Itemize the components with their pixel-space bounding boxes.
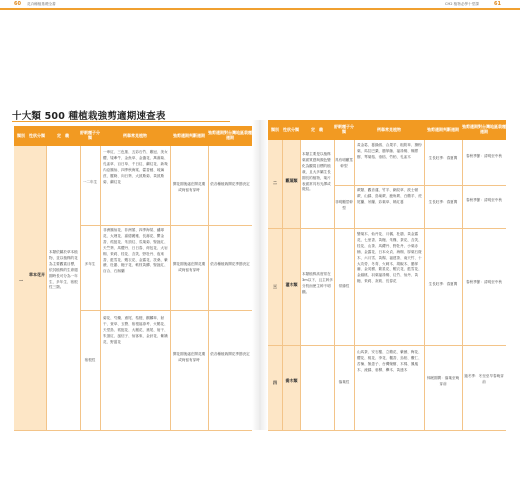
left-row-strong-prune: 開花期後處在開花期或尚留有芽時 <box>172 262 206 272</box>
right-cat-definition: 本類植株高度常在3m以下，且主幹多分枝而使主幹不明顯。 <box>302 272 333 294</box>
left-table-header <box>14 126 252 146</box>
col-nature: 性狀分類 <box>29 132 45 138</box>
book-gutter <box>252 120 268 430</box>
right-row-examples: 變葉木、仙丹花、月橘、杜鵑、黃金露花、七里香、黃梔、朱槿、茶花、含笑、桂花、山茶、馬纓丹、野牡丹、小葉赤楠、金露花、日本女貞、海桐、厚葉石斑木、六月雪、黃楊、福建茶、南天竹、十大功勞、冬青、火刺木、胡椒木、鵝掌藤、金英樹、繁星花、蝦衣花、藍雪花、金絲桃、羽葉福祿桐、紅竹、仙丹、黃梔、茉莉、灰莉、長春花 <box>357 232 422 284</box>
right-table-header <box>268 120 506 140</box>
right-row-strong-prune: 生長旺季：春夏間 <box>428 282 458 286</box>
right-row-examples: 蕨類、觀音蓮、竹芋、網紋草、波士頓蕨、山蘇、鳥巢蕨、鹿角蕨、白鶴芋、虎尾蘭、吊蘭、彩葉草、嫣紅蔓 <box>357 188 422 204</box>
right-cat-number: 三 <box>273 284 277 289</box>
col-strong-prune: 強剪適期判斷週期 <box>427 126 459 132</box>
right-cat-number: 四 <box>273 380 277 385</box>
right-row-strong-prune: 休眠期間：落葉至萌芽前 <box>426 376 460 386</box>
left-category-name: 草本花卉 <box>29 272 45 277</box>
col-examples: 例舉常見植物 <box>123 132 147 138</box>
left-row-examples: 菊花、芍藥、鳶尾、桔梗、麒麟草、射干、萱草、玉簪、宿根福祿考、火鶴花、天堂鳥、孤挺花、大麗花、鳶尾、射干、朱頂紅、風信子、仙客來、金針花、紫嬌花、野薑花 <box>103 316 168 344</box>
right-row-strong-prune-bloom: 春秋季節：清明至中秋 <box>466 280 502 284</box>
page-title: 十大類 500 種植栽強剪適期速查表 <box>12 111 166 122</box>
left-category-shade <box>14 146 46 430</box>
right-cat-name: 灌木類 <box>285 282 298 287</box>
right-cat-definition: 本類主要是以植株葉面質感與顏色變化為觀賞目標的植栽，且大多屬生長期長的植物，葉片表面常具有光澤或斑紋。 <box>302 152 331 192</box>
col-strong-prune: 強剪適期判斷週期 <box>173 132 205 138</box>
left-row-strong-prune: 開花期後處在開花期或尚留有芽時 <box>172 352 206 362</box>
right-row-examples: 山馬茶、安石榴、立鶴花、紫薇、梅花、櫻花、桃花、李花、楓香、烏桕、欖仁、苦楝、無患子、台灣欒樹、木棉、鳳凰木、流蘇、垂柳、櫸木、黃連木 <box>357 350 422 372</box>
right-row-sub-type: 具有明顯莖幹型 <box>335 158 353 168</box>
left-row-examples: 一串紅、三色堇、五彩石竹、雞冠、美女櫻、矮牽牛、金魚草、金盞花、萬壽菊、孔雀草、百日草、千日紅、翻紅花、新幾內亞鳳仙、四季秋海棠、藿香薊、琉璃苣、羅勒、向日葵、大波斯菊、黃波斯菊、翻紅花 <box>103 150 168 184</box>
left-row-strong-prune: 開花期後處在開花期或尚留有芽時 <box>172 182 206 192</box>
left-row-sub-type: 宿根性 <box>84 358 96 362</box>
right-row-sub-type: 非明顯莖幹型 <box>335 200 353 210</box>
right-row-strong-prune: 生長旺季：春夏間 <box>428 200 458 204</box>
left-running-head: 花卉種植基礎全書 <box>27 1 56 6</box>
header-rule <box>0 8 520 10</box>
col-examples: 例舉常見植物 <box>377 126 401 132</box>
title-rule <box>12 121 230 122</box>
col-definition: 定 義 <box>311 126 323 132</box>
right-row-strong-prune: 生長旺季：春夏間 <box>428 156 458 160</box>
right-running-head: CH2 植物必學十堂課 <box>445 1 479 6</box>
right-row-sub-type: 落葉性 <box>338 380 350 384</box>
col-definition: 定 義 <box>57 132 69 138</box>
right-row-examples: 黃金葛、蔓綠絨、合果芋、粗肋草、黛粉葉、馬拉巴栗、鵝掌藤、福祿桐、橡膠樹、琴葉榕、垂榕、竹柏、孔雀木 <box>357 143 422 159</box>
right-row-strong-prune-bloom: 春秋季節：清明至中秋 <box>466 198 502 202</box>
right-page-number: 61 <box>494 1 501 7</box>
col-nature: 性狀分類 <box>283 126 299 132</box>
col-strong-prune-bloom: 強剪適期對台灣地區栽種週期 <box>208 130 252 140</box>
right-cat-name: 觀葉類 <box>285 178 298 183</box>
right-cat-number: 二 <box>273 180 277 185</box>
right-row-sub-type: 常綠性 <box>338 284 350 288</box>
col-number: 類別 <box>17 132 25 138</box>
left-row-sub-type: 一二年生 <box>82 180 98 184</box>
col-sub-type: 舒眠種子分類 <box>80 130 100 140</box>
right-cat-name: 喬木類 <box>285 378 298 383</box>
left-row-sub-type: 多年生 <box>84 262 96 266</box>
left-category-number: 一 <box>19 278 23 283</box>
left-row-examples: 非洲鳳仙花、非洲菫、四季海棠、繡球花、大理花、嘉德麗雅、長壽花、鬱金香、孤挺花、朱頂紅、瓜葉菊、聖誕紅、天竺葵、馬櫻丹、日日春、荷包花、大岩桐、茉莉、桂花、含笑、野牡丹、夜來香、藍雪花、蝦衣花、金露花、扶桑、紫薇、杜鵑、梔子花、軟枝黃蟬、聖誕紅、百合、石斛蘭 <box>103 228 168 274</box>
left-row-strong-prune-bloom: 依各種植栽開花季節決定 <box>210 262 250 266</box>
right-row-strong-prune-bloom: 過冬季：冬至至早春萌芽前 <box>464 374 504 384</box>
right-row-strong-prune-bloom: 春秋季節：清明至中秋 <box>466 154 502 158</box>
col-sub-type: 舒眠種子分類 <box>334 124 354 134</box>
left-row-strong-prune-bloom: 依各種植栽開花季節決定 <box>210 352 250 356</box>
left-category-definition: 本類依屬於草本植物，並以植株的花為主要觀賞目標，依其植株的生命週期時長可分為一年生、多年生、宿根性三類。 <box>49 250 78 290</box>
left-row-strong-prune-bloom: 依各種植栽開花季節決定 <box>210 182 250 186</box>
col-number: 類別 <box>271 126 279 132</box>
left-page-number: 60 <box>14 1 21 7</box>
col-strong-prune-bloom: 強剪適期對台灣地區栽種週期 <box>462 124 506 134</box>
